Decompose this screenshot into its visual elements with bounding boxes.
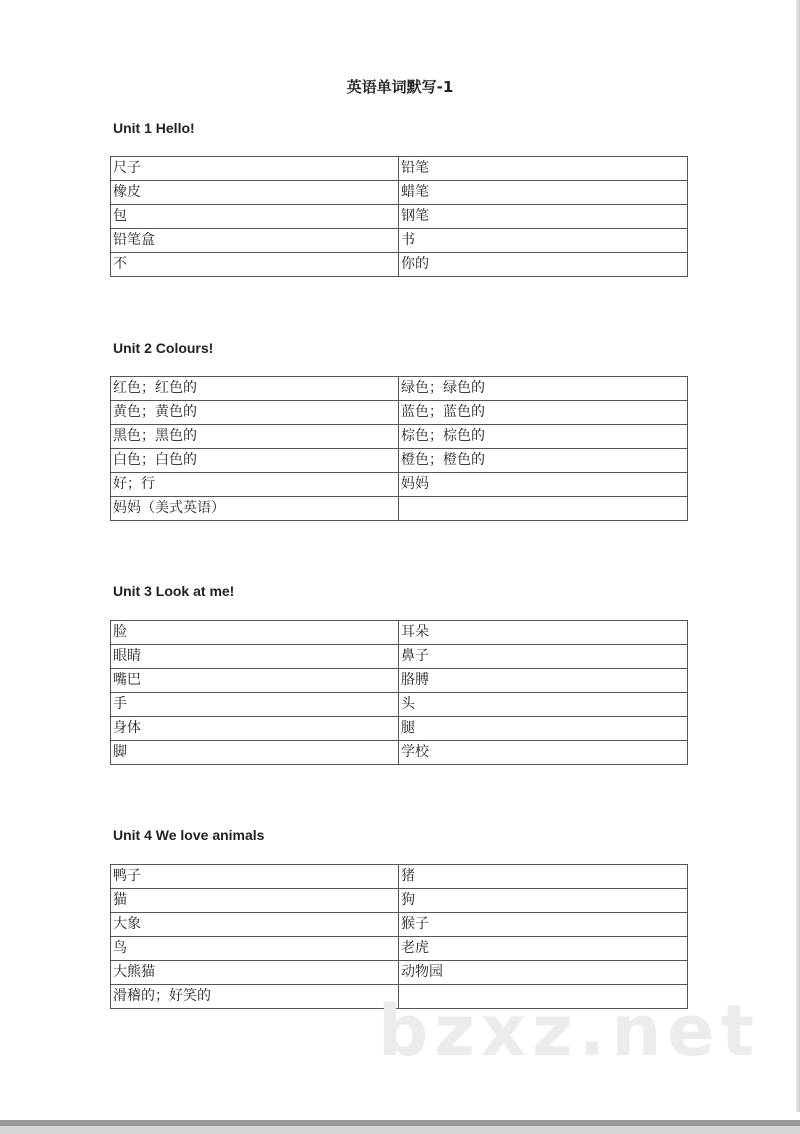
table-row [111,425,688,449]
table-row [111,401,688,425]
table-cell: 眼睛 [111,645,399,669]
table-cell: 猴子 [399,913,688,937]
table-cell: 绿色；绿色的 [399,377,688,401]
table-row [111,205,688,229]
table-cell: 尺子 [111,157,399,181]
table-cell: 铅笔盒 [111,229,399,253]
table-row [111,377,688,401]
table-row [111,913,688,937]
table-cell: 橡皮 [111,181,399,205]
unit-3-heading: Unit 3 Look at me! [113,583,235,599]
table-cell: 胳膊 [399,669,688,693]
table-cell: 脚 [111,741,399,765]
table-cell: 钢笔 [399,205,688,229]
table-row [111,717,688,741]
table-cell: 狗 [399,889,688,913]
table-cell: 棕色；棕色的 [399,425,688,449]
table-cell: 黄色；黄色的 [111,401,399,425]
table-cell: 蜡笔 [399,181,688,205]
table-row [111,181,688,205]
table-cell: 嘴巴 [111,669,399,693]
table-cell: 黑色；黑色的 [111,425,399,449]
table-row [111,937,688,961]
unit-2-heading: Unit 2 Colours! [113,340,214,356]
table-row [111,865,688,889]
table-row [111,497,688,521]
table-cell: 橙色；橙色的 [399,449,688,473]
table-row [111,157,688,181]
unit-4-heading: Unit 4 We love animals [113,827,265,843]
table-cell: 红色；红色的 [111,377,399,401]
unit-1-table [110,156,688,277]
table-cell: 鸟 [111,937,399,961]
table-cell: 腿 [399,717,688,741]
table-cell: 猪 [399,865,688,889]
table-cell: 铅笔 [399,157,688,181]
unit-2-table [110,376,688,521]
page-right-edge [796,0,800,1112]
table-row [111,889,688,913]
table-row [111,693,688,717]
table-cell: 妈妈（美式英语） [111,497,399,521]
table-cell: 鸭子 [111,865,399,889]
table-row [111,741,688,765]
table-cell: 蓝色；蓝色的 [399,401,688,425]
table-cell: 动物园 [399,961,688,985]
table-row [111,621,688,645]
document-title: 英语单词默写-1 [346,78,454,96]
unit-1-heading: Unit 1 Hello! [113,120,195,136]
table-row [111,645,688,669]
unit-3-table [110,620,688,765]
table-cell: 头 [399,693,688,717]
table-row [111,229,688,253]
table-cell: 白色；白色的 [111,449,399,473]
table-cell: 你的 [399,253,688,277]
table-row [111,961,688,985]
table-row [111,253,688,277]
table-cell: 鼻子 [399,645,688,669]
table-cell: 耳朵 [399,621,688,645]
table-cell: 大熊猫 [111,961,399,985]
table-cell: 猫 [111,889,399,913]
table-cell: 包 [111,205,399,229]
table-cell: 身体 [111,717,399,741]
watermark: bzxz.net [378,990,761,1072]
table-cell: 不 [111,253,399,277]
table-cell: 妈妈 [399,473,688,497]
table-cell: 书 [399,229,688,253]
unit-4-table [110,864,688,1009]
table-cell [399,497,688,521]
table-cell: 滑稽的；好笑的 [111,985,399,1009]
table-cell: 老虎 [399,937,688,961]
page-bottom-shadow [0,1126,800,1134]
table-row [111,473,688,497]
table-cell: 学校 [399,741,688,765]
table-cell: 大象 [111,913,399,937]
table-cell: 脸 [111,621,399,645]
table-cell: 好；行 [111,473,399,497]
table-cell: 手 [111,693,399,717]
table-row [111,669,688,693]
table-row [111,449,688,473]
